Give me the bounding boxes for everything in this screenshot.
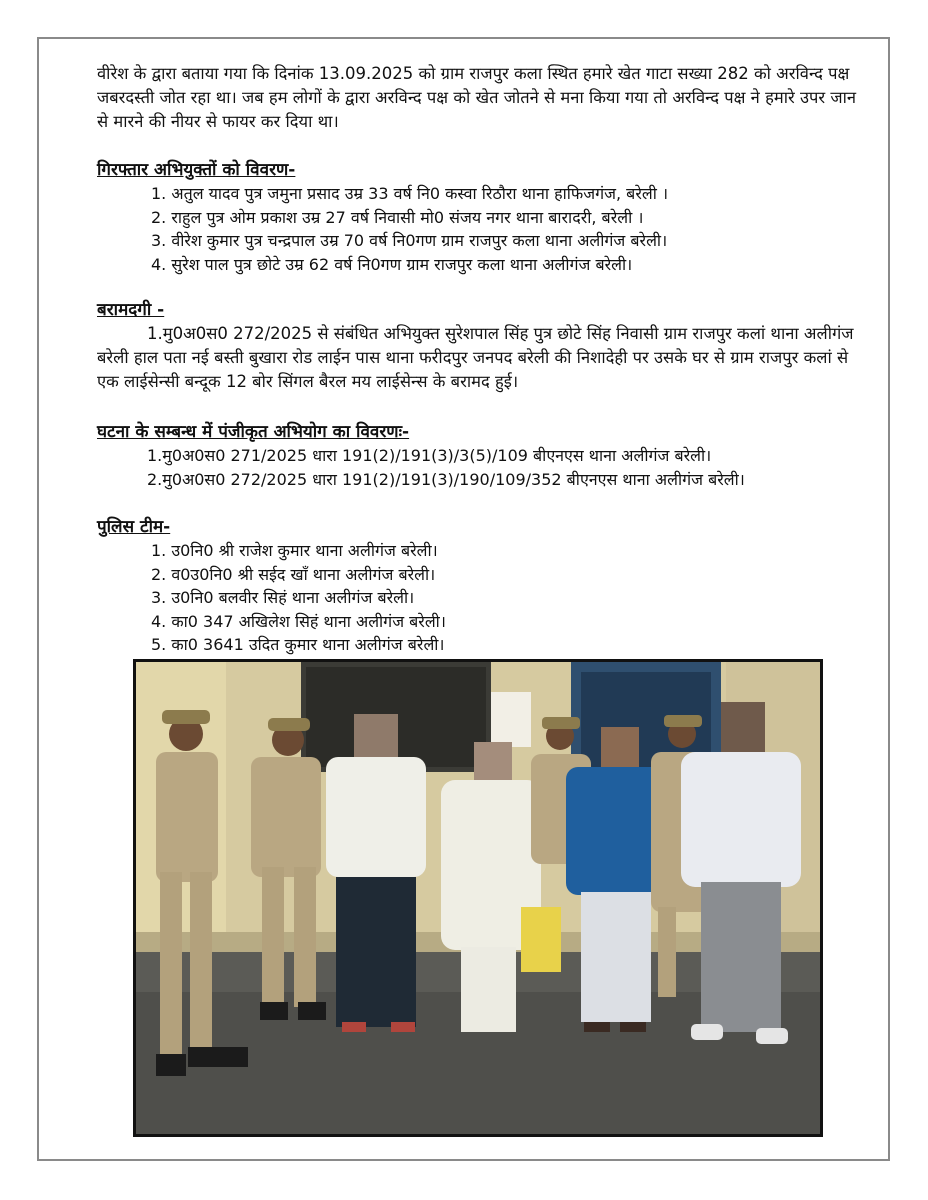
police-team-list [97, 539, 867, 657]
list-item: 4. का0 347 अखिलेश सिहं थाना अलीगंज बरेली। [151, 611, 446, 631]
group-photo [133, 659, 823, 1137]
arrested-list [97, 182, 867, 276]
list-item: 5. का0 3641 उदित कुमार थाना अलीगंज बरेली। [151, 635, 445, 654]
cases-heading: घटना के सम्बन्ध में पंजीकृत अभियोग का विवरणः- [97, 422, 410, 442]
recovery-paragraph: 1.मु0अ0स0 272/2025 से संबंधित अभियुक्त सुरेशपाल सिंह पुत्र छोटे सिंह निवासी ग्राम राजपुर कलां थाना अलीगंज बरेली हाल पता नई बस्ती बुखारा रोड लाईन पास थाना फरीदपुर जनपद बरेली की निशादेही पर उसके घर से ग्राम राजपुर कलां से एक लाईसेन्सी बन्दूक 12 बोर सिंगल बैरल मय लाईसेन्स के बरामद हुई। [97, 324, 854, 391]
list-item: 2.मु0अ0स0 272/2025 धारा 191(2)/191(3)/190/109/352 बीएनएस थाना अलीगंज बरेली। [147, 469, 745, 489]
intro-paragraph: वीरेश के द्वारा बताया गया कि दिनांक 13.09.2025 को ग्राम राजपुर कला स्थित हमारे खेत गाटा सख्या 282 को अरविन्द पक्ष जबरदस्ती जोत रहा था। जब हम लोगों के द्वारा अरविन्द पक्ष को खेत जोतने से मना किया गया तो अरविन्द पक्ष ने हमारे उपर जान से मारने की नीयर से फायर कर दिया था। [97, 64, 857, 131]
group-photo-illustration [136, 662, 820, 1134]
list-item: 2. राहुल पुत्र ओम प्रकाश उम्र 27 वर्ष निवासी मो0 संजय नगर थाना बारादरी, बरेली । [151, 207, 644, 227]
list-item: 4. सुरेश पाल पुत्र छोटे उम्र 62 वर्ष नि0गण ग्राम राजपुर कला थाना अलीगंज बरेली। [151, 254, 633, 274]
list-item: 1. अतुल यादव पुत्र जमुना प्रसाद उम्र 33 वर्ष नि0 कस्वा रिठौरा थाना हाफिजगंज, बरेली । [151, 184, 669, 203]
list-item: 3. उ0नि0 बलवीर सिहं थाना अलीगंज बरेली। [151, 588, 415, 607]
list-item: 1.मु0अ0स0 271/2025 धारा 191(2)/191(3)/3(5)/109 बीएनएस थाना अलीगंज बरेली। [147, 446, 712, 465]
list-item: 2. व0उ0नि0 श्री सईद खाँ थाना अलीगंज बरेली। [151, 564, 436, 584]
police-team-heading: पुलिस टीम- [97, 517, 171, 537]
cases-list [97, 444, 867, 491]
arrested-heading: गिरफ्तार अभियुक्तों को विवरण- [97, 160, 296, 180]
list-item: 1. उ0नि0 श्री राजेश कुमार थाना अलीगंज बरेली। [151, 541, 438, 560]
recovery-heading: बरामदगी - [97, 300, 165, 320]
list-item: 3. वीरेश कुमार पुत्र चन्द्रपाल उम्र 70 वर्ष नि0गण ग्राम राजपुर कला थाना अलीगंज बरेली। [151, 231, 668, 250]
person-figure [326, 714, 426, 1032]
document-body [97, 62, 867, 657]
